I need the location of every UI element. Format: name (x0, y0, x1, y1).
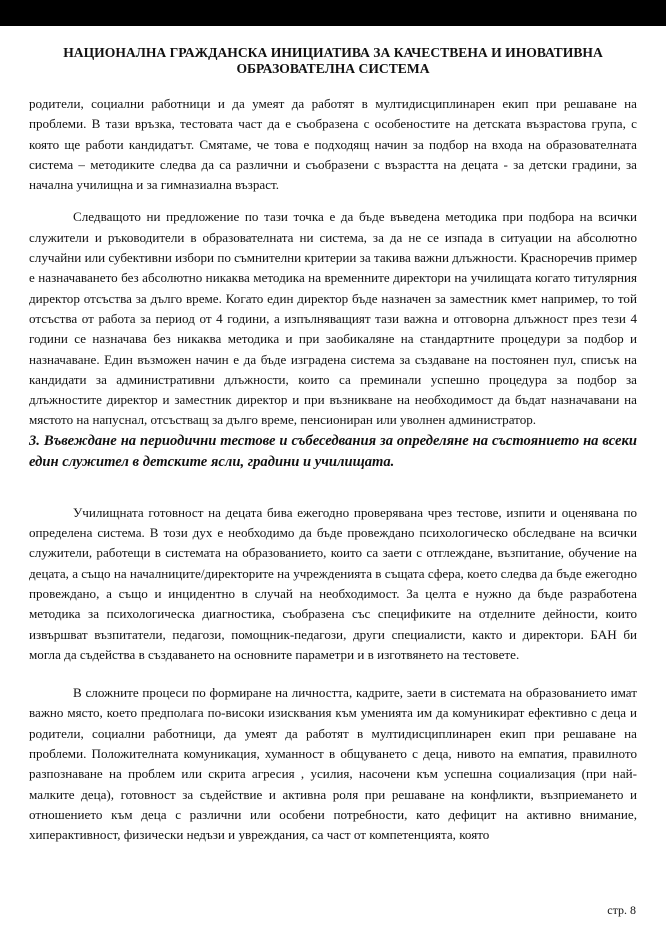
paragraph-personality-formation: В сложните процеси по формиране на личността, кадрите, заети в системата на образованието имат важно място, което предполага по-високи изисквания към уменията им да комуникират ефективно с деца и родители, социални работници, да умеят да работят в мултидисциплинарен екип при решаване на проблеми. Положителната комуникация, хуманност в общуването с деца, нивото на емпатия, правилното разпознаване на проблем или скрита агресия , усилия, насочени към успешна социализация (при най-малките деца), готовност за съдействие и активна роля при решаване на конфликти, възприемането и отношението към деца с различни или особени потребности, като дефицит на активно внимание, хиперактивност, физически недъзи и увреждания, са част от компетенцията, която (29, 685, 637, 843)
page-number: стр. 8 (607, 903, 636, 917)
document-header: НАЦИОНАЛНА ГРАЖДАНСКА ИНИЦИАТИВА ЗА КАЧЕСТВЕНА И ИНОВАТИВНА ОБРАЗОВАТЕЛНА СИСТЕМА (63, 45, 603, 76)
document-body (29, 94, 637, 846)
paragraph-psychological-testing: Училищната готовност на децата бива ежегодно проверявана чрез тестове, изпити и оценявана по определена система. В този дух е необходимо да бъде провеждано психологическо обследване на всички служители, работещи в системата на образованието, които са заети с отглеждане, възпитание, обучение на децата, а също на началниците/директорите на учрежденията в същата сфера, което следва да бъде ежегодно провеждано, а също и инцидентно в случай на необходимост. За целта е нужно да бъде разработена методика за психологическа диагностика, съобразена със спецификите на отделните дейности, които извършват възпитатели, педагози, помощник-педагози, други специалисти, както и директори. БАН би могла да съдейства в създаването на основните параметри и в изготвянето на тестовете. (29, 504, 637, 662)
paragraph-methodology-selection: Следващото ни предложение по тази точка е да бъде въведена методика при подбора на всички служители и ръководители в образователната ни система, за да не се изпада в ситуации на абсолютно случайни или субективни избори по съмнителни критерии за такива важни длъжности. Красноречив пример е назначаването без абсолютно никаква методика на временните директори на училищата когато титулярния директор отсъства за дълго време. Когато един директор бъде назначен за заместник кмет например, то той отсъства от работа за период от 4 години, а изпълняващият тази важна и отговорна длъжност през тези 4 години се назначава без никаква методика и при заобикаляне на стандартните процедури за подбор и назначаване. Един възможен начин е да бъде изградена система за създаване на постоянен пул, списък на кандидати за административни длъжности, които са преминали успешно процедура за подбор за длъжностите директор и заместник директор и при възникване на необходимост да бъдат назначавани на мястото на напуснал, отсъстващ за дълго време, пенсиониран или уволнен администратор. (29, 209, 637, 428)
section-heading-3: 3. Въвеждане на периодични тестове и събеседвания за определяне на състоянието на всеки един служител в детските ясли, градини и училищата. (29, 432, 637, 470)
paragraph-continuation: родители, социални работници и да умеят да работят в мултидисциплинарен екип при решаване на проблеми. В тази връзка, тестовата част да е съобразена с особеностите на детската възрастова група, с която ще работи кандидатът. Смятаме, че това е подходящ начин за подбор на входа на образователната система – методиките следва да са различни и съобразени с възрастта на децата - за детски градини, за начална училищна и за гимназиална възраст. (29, 96, 637, 193)
top-black-bar (0, 0, 666, 26)
